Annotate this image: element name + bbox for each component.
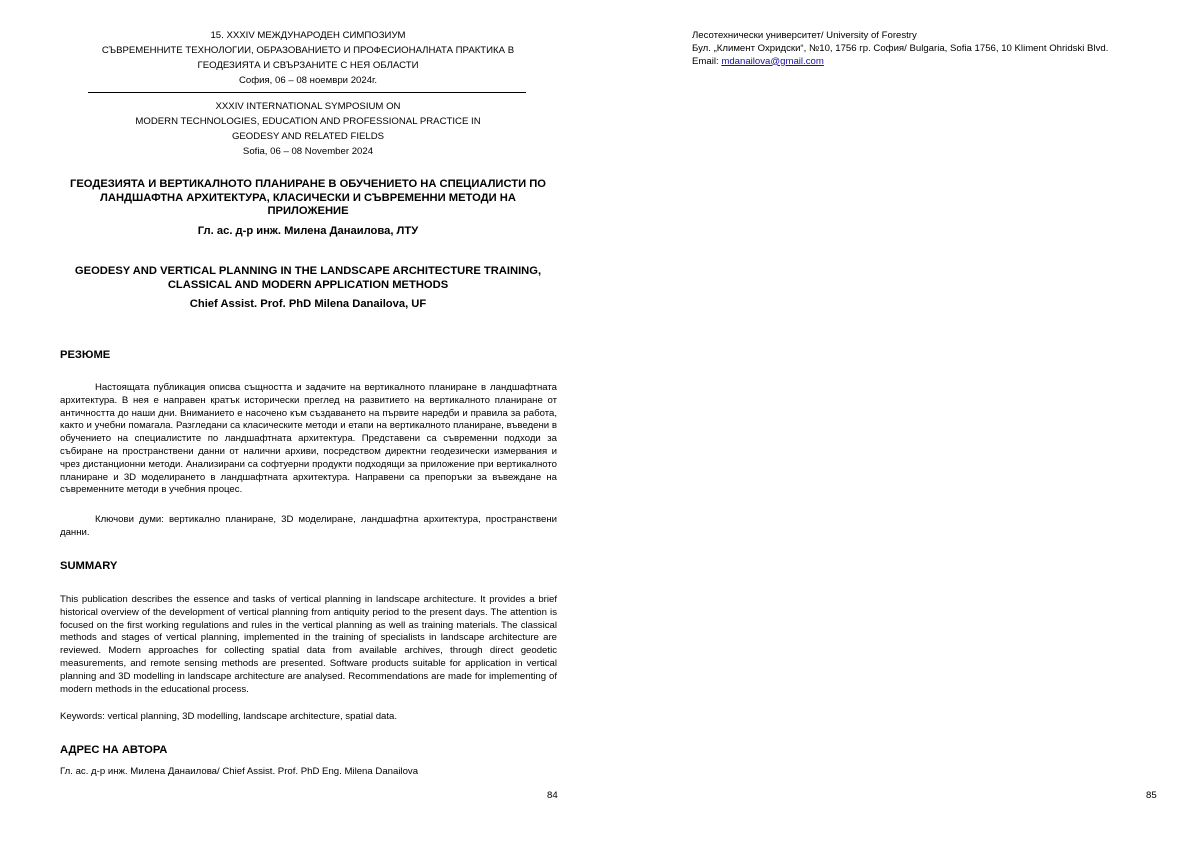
header-line: ГЕОДЕЗИЯТА И СВЪРЗАНИТЕ С НЕЯ ОБЛАСТИ: [197, 60, 419, 71]
right-page: [600, 0, 1200, 849]
summary-heading: SUMMARY: [60, 560, 118, 572]
abstract-text: Настоящата публикация описва същността и задачите на вертикалното планиране в ландшафтната архитектура. В нея е направен кратък исторически преглед на развитието на вертикалното планиране от античността до наши дни. Вниманието е насочено към създаването на първите наредби и правила за работа, както и учебни помагала. Разгледани са класическите методи и етапи на вертикалното планиране, въведени в обучението на специалистите по ландшафтната архитектура. Представени са съвременни подходи за събиране на пространствени данни от налични архиви, посредством директни геодезически измервания и чрез дистанционни методи. Анализирани са софтуерни продукти подходящи за приложение при вертикалното планиране и 3D моделирането в ландшафтната архитектура. Направени са препоръки за въвеждане на съвременните методи в учебния процес.: [60, 382, 557, 496]
paper-title-en: GEODESY AND VERTICAL PLANNING IN THE LANDSCAPE ARCHITECTURE TRAINING, CLASSICAL AND MODERN APPLICATION METHODS: [74, 265, 542, 291]
header-line: GEODESY AND RELATED FIELDS: [231, 131, 385, 142]
address-author: Гл. ас. д-р инж. Милена Данаилова/ Chief Assist. Prof. PhD Eng. Milena Danailova: [60, 766, 419, 777]
header-line: 15. XXXIV МЕЖДУНАРОДЕН СИМПОЗИУМ: [210, 30, 406, 41]
header-line: XXXIV INTERNATIONAL SYMPOSIUM ON: [215, 101, 401, 112]
header-line: Sofia, 06 – 08 November 2024: [242, 146, 374, 157]
email-link[interactable]: mdanailova@gmail.com: [721, 55, 824, 67]
page-number: 84: [547, 790, 558, 801]
street-line: Бул. „Климент Охридски“, №10, 1756 гр. София/ Bulgaria, Sofia 1756, 10 Kliment Ohridski Blvd.: [692, 42, 1109, 54]
email-label: Email:: [692, 55, 722, 67]
author-en: Chief Assist. Prof. PhD Milena Danailova, UF: [189, 298, 427, 310]
author-bg: Гл. ас. д-р инж. Милена Данаилова, ЛТУ: [197, 225, 419, 237]
abstract-heading: РЕЗЮМЕ: [60, 349, 111, 361]
page-number: 85: [1146, 790, 1157, 801]
author-address: [692, 30, 1158, 68]
address-heading: АДРЕС НА АВТОРА: [60, 744, 168, 756]
university-line: Лесотехнически университет/ University of Forestry: [692, 30, 917, 41]
header-divider: [88, 92, 526, 93]
keywords-en: Keywords: vertical planning, 3D modelling, landscape architecture, spatial data.: [60, 711, 398, 722]
email-line: [692, 56, 1158, 69]
header-line: MODERN TECHNOLOGIES, EDUCATION AND PROFESSIONAL PRACTICE IN: [135, 116, 481, 127]
symposium-header-bg: [60, 28, 556, 88]
summary-text: This publication describes the essence and tasks of vertical planning in landscape architecture. It provides a brief historical overview of the development of vertical planning from antiquity period to the present days. The attention is focused on the first working regulations and rules in the vertical planning as well as training materials. The classical methods and stages of vertical planning, implemented in the training of specialists in landscape architecture are reviewed. Modern approaches for collecting spatial data from available archives, through direct geodetic measurements, and remote sensing methods are presented. Software products suitable for application in vertical planning and 3D modelling in landscape architecture are analysed. Recommendations are made for implementing of modern methods in the educational process.: [60, 594, 557, 695]
symposium-header-en: [60, 99, 556, 159]
keywords-bg: Ключови думи: вертикално планиране, 3D моделиране, ландшафтна архитектура, пространствени данни.: [60, 514, 557, 538]
paper-title-bg: ГЕОДЕЗИЯТА И ВЕРТИКАЛНОТО ПЛАНИРАНЕ В ОБУЧЕНИЕТО НА СПЕЦИАЛИСТИ ПО ЛАНДШАФТНА АРХИТЕКТУРА, КЛАСИЧЕСКИ И СЪВРЕМЕННИ МЕТОДИ НА ПРИЛОЖЕНИЕ: [70, 178, 546, 217]
header-line: София, 06 – 08 ноември 2024г.: [238, 75, 378, 86]
header-line: СЪВРЕМЕННИТЕ ТЕХНОЛОГИИ, ОБРАЗОВАНИЕТО И ПРОФЕСИОНАЛНАТА ПРАКТИКА В: [101, 45, 515, 56]
